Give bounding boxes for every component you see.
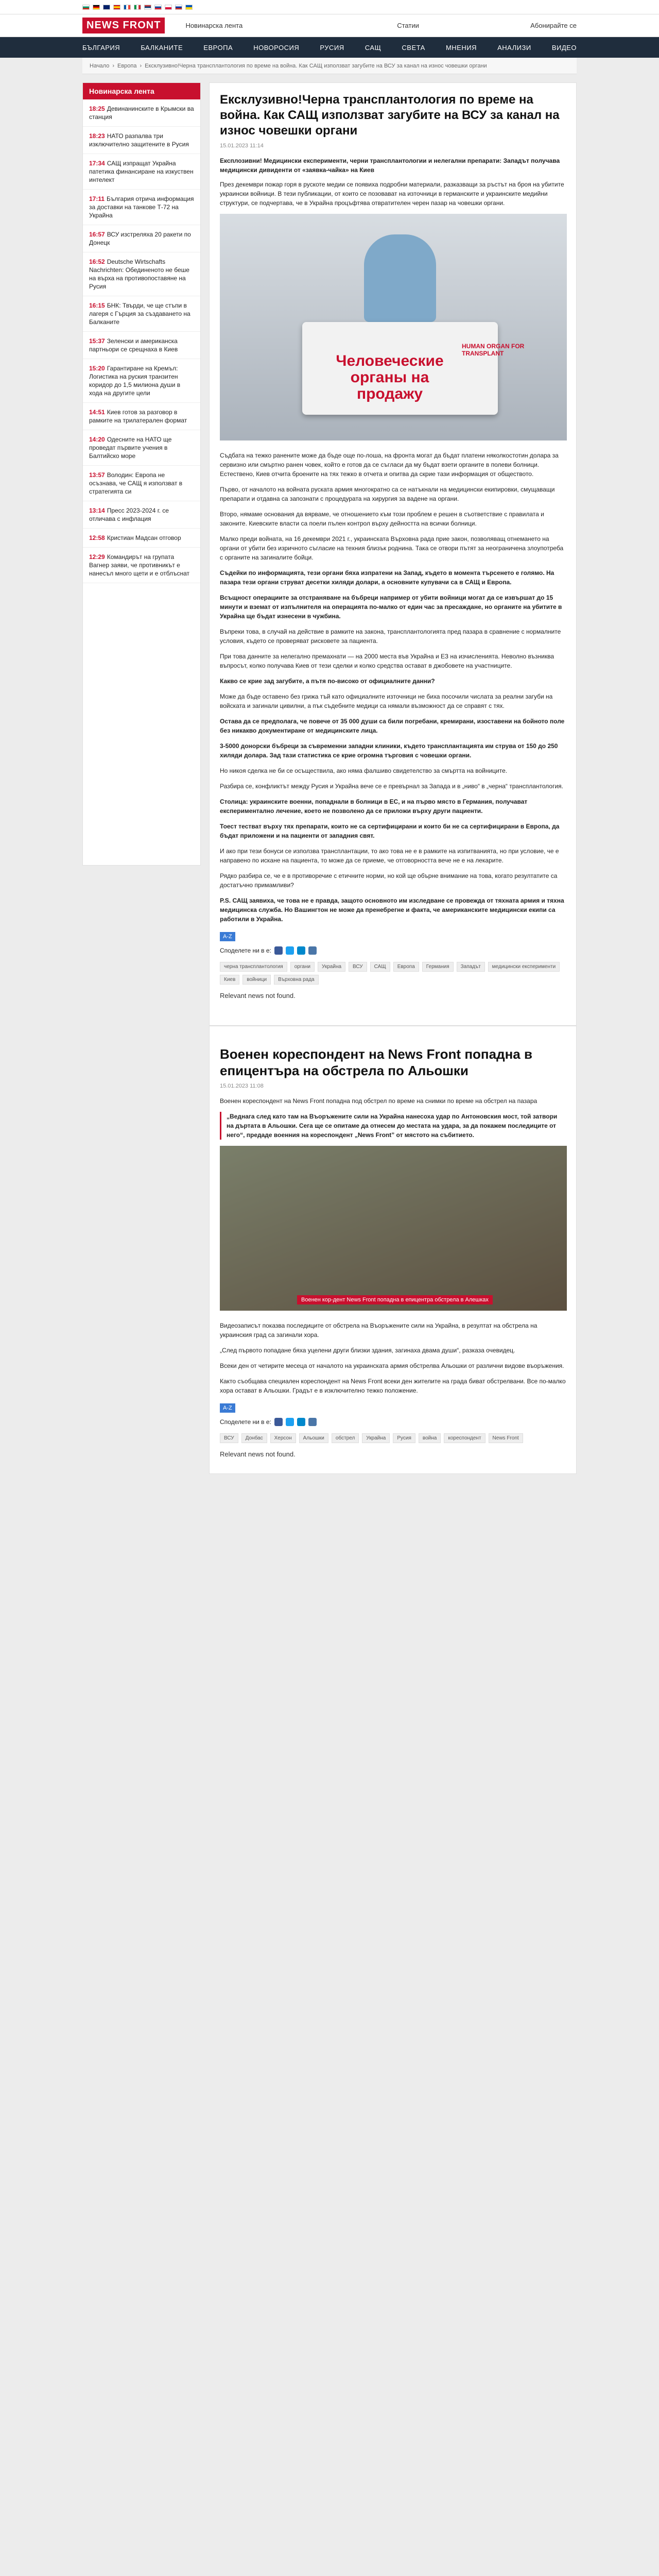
tag[interactable]: обстрел [332, 1433, 359, 1443]
share-label: Споделете ни в е: [220, 1418, 271, 1426]
news-time: 17:34 [89, 160, 105, 167]
article-lead: Експлозивни! Медицински експерименти, черни трансплантологии и нелегални препарати: Западът получава медицински дивиденти от «заявка-чайка» на Киев [220, 157, 560, 174]
news-time: 14:20 [89, 436, 105, 443]
flag-it-icon[interactable] [134, 5, 141, 10]
header-link-news-feed[interactable]: Новинарска лента [185, 22, 243, 29]
main-content [209, 82, 577, 1474]
font-size-toggle[interactable]: A-Z [220, 1403, 235, 1413]
news-time: 15:20 [89, 365, 105, 372]
news-text: САЩ изпращат Украйна патетика финансиране на изкуствен интелект [89, 160, 194, 183]
flag-es-icon[interactable] [113, 5, 120, 10]
article-paragraph: Първо, от началото на войната руската армия многократно са се натъкнали на медицински екипировки, смущаващи препарати и отдавна са запознати с процедурата на хирургия за вадене на органи. [220, 486, 555, 502]
article-transplantology [210, 83, 576, 1015]
vk-icon[interactable] [308, 1418, 317, 1426]
sidebar-news-item[interactable] [83, 430, 200, 466]
twitter-icon[interactable] [286, 946, 294, 955]
breadcrumb: Начало › Европа › Ексклузивно!Черна трансплантология по време на война. Как САЩ използват загубите на ВСУ за канал на износ човешки органи [82, 58, 577, 74]
main-nav [0, 37, 659, 58]
nav-item-world[interactable]: СВЕТА [402, 43, 425, 52]
article-subheading: Какво се крие зад загубите, а пътя по-високо от официалните данни? [220, 677, 435, 685]
news-text: Киев готов за разговор в рамките на трилатерален формат [89, 409, 187, 424]
facebook-icon[interactable] [274, 946, 283, 955]
news-text: НАТО разпалва три изключително защитените в Русия [89, 132, 189, 148]
flag-fr-icon[interactable] [124, 5, 131, 10]
flag-bg-icon[interactable] [82, 5, 90, 10]
article-photo[interactable] [220, 1146, 567, 1311]
flag-en-icon[interactable] [103, 5, 110, 10]
photo-caption: Военен кор-дент News Front попадна в епицентра обстрела в Алешках [297, 1295, 493, 1304]
article-title: Ексклузивно!Черна трансплантология по време на война. Как САЩ използват загубите на ВСУ за канал на износ човешки органи [220, 93, 560, 138]
tag[interactable]: Альошки [299, 1433, 328, 1443]
tag[interactable]: Западът [457, 962, 485, 972]
news-text: Гарантиране на Кремъл: Логистика на руския транзитен коридор до 1,5 милиона души в хода на другите цели [89, 365, 181, 397]
flag-rs-icon[interactable] [144, 5, 151, 10]
sidebar-news-item[interactable] [83, 127, 200, 154]
tag[interactable]: Украйна [362, 1433, 390, 1443]
nav-item-novorossia[interactable]: НОВОРОСИЯ [253, 43, 300, 52]
news-text: Кристиан Мадсан отговор [107, 534, 181, 541]
article-paragraph: При това данните за нелегално премахнати — на 2000 места във Украйна и ЕЗ на изчисленията. Неволно възниква въпросът, колко получава Киев от тези сделки и колко средства остават в джобовете на участниците. [220, 653, 554, 669]
relevant-news: Relevant news not found. [220, 992, 296, 999]
news-text: Пресс 2023-2024 г. се отличава с инфлация [89, 507, 169, 522]
nav-item-balkans[interactable]: БАЛКАНИТЕ [141, 43, 183, 52]
news-time: 18:23 [89, 132, 105, 140]
nav-item-usa[interactable]: САЩ [365, 43, 381, 52]
tag[interactable]: войници [242, 975, 271, 985]
telegram-icon[interactable] [297, 1418, 305, 1426]
tag[interactable]: Германия [422, 962, 454, 972]
tag[interactable]: ВСУ [349, 962, 367, 972]
sidebar-news-item[interactable] [83, 190, 200, 225]
article-paragraph: Всеки ден от четирите месеца от началото на украинската армия обстрелва Альошки от различни видове въоръжения. [220, 1362, 564, 1369]
article-paragraph: Съдбата на тежко ранените може да бъде още по-лоша, на фронта могат да бъдат платени няколкостотин долара за сервизно или смъртно ранен човек, който е готов да се съгласи да му бъдат взети органите в полеви болници. Естествено, Киев отчита броените на тях тежко в отчета и опитва да скрие тази информация от обществото. [220, 452, 559, 478]
nav-item-bulgaria[interactable]: БЪЛГАРИЯ [82, 43, 120, 52]
article-date: 15.01.2023 11:08 [220, 1083, 264, 1089]
site-logo[interactable]: NEWS FRONT [82, 18, 165, 33]
tag[interactable]: ВСУ [220, 1433, 238, 1443]
article-paragraph: Остава да се предполага, че повече от 35 000 души са били погребани, кремирани, изоставени на бойното поле без никакво документиране от медицинските лица. [220, 718, 565, 734]
tag[interactable]: война [419, 1433, 441, 1443]
article-paragraph: Но никоя сделка не би се осъществила, ако няма фалшиво свидетелство за смъртта на войниците. [220, 767, 508, 774]
hero-side-label: HUMAN ORGAN FOR TRANSPLANT [462, 343, 525, 357]
flag-de-icon[interactable] [93, 5, 100, 10]
sidebar-news-item[interactable] [83, 403, 200, 430]
header-link-subscribe[interactable]: Абонирайте се [530, 22, 577, 29]
article-paragraph: Второ, нямаме основания да вярваме, че отношението към този проблем е решен в съответствие с правилата и законите. Киевските власти са поели пълен контрол върху дейността на всички болници. [220, 511, 544, 527]
tag[interactable]: Върховна рада [274, 975, 319, 985]
article-hero-image [220, 214, 567, 440]
news-text: България отрича информация за доставки на танкове Т-72 на Украйна [89, 195, 194, 219]
sidebar-news-item[interactable] [83, 332, 200, 359]
sidebar-title: Новинарска лента [83, 83, 200, 99]
news-text: БНК: Твърди, че ще стъпи в лагеря с Гърция за създаването на Балканите [89, 302, 190, 326]
flag-sk-icon[interactable] [154, 5, 162, 10]
breadcrumb-current: Ексклузивно!Черна трансплантология по време на война. Как САЩ използват загубите на ВСУ за канал на износ човешки органи [145, 62, 487, 69]
header-link-articles[interactable]: Статии [397, 22, 419, 29]
hero-label: Человеческие органы на продажу [336, 352, 444, 402]
news-time: 13:14 [89, 507, 105, 514]
sidebar-news-item[interactable] [83, 296, 200, 332]
tag[interactable]: Киев [220, 975, 239, 985]
news-text: Зеленски и американска партньори се срещнаха в Киев [89, 337, 178, 353]
share-bar [220, 946, 566, 955]
article-paragraph: Рядко разбира се, че е в противоречие с етичните норми, но кой ще обърне внимание на това, когато резултатите са достатъчно примамливи? [220, 872, 558, 889]
tag[interactable]: органи [290, 962, 315, 972]
tag[interactable]: кореспондент [444, 1433, 485, 1443]
font-size-toggle[interactable]: A-Z [220, 932, 235, 941]
news-time: 16:52 [89, 258, 105, 265]
news-text: Володин: Европа не осъзнава, че САЩ я използват в стратегията си [89, 471, 183, 495]
sidebar-news-item[interactable] [83, 359, 200, 403]
article-title: Военен кореспондент на News Front попадна в епицентъра на обстрела по Альошки [220, 1046, 532, 1078]
news-text: ВСУ изстреляха 20 ракети по Донецк [89, 231, 191, 246]
tag[interactable]: News Front [489, 1433, 523, 1443]
breadcrumb-home[interactable]: Начало [90, 62, 110, 69]
article-paragraph: P.S. САЩ заявиха, че това не е правда, защото основното им изследване се провежда от тяхната армия и тяхна медицинска служба. Но Вашингтон не може да пренебрегне и факта, че американските медицински екипи са работили в Украйна. [220, 897, 564, 923]
tag[interactable]: медицински експерименти [488, 962, 560, 972]
nav-item-europe[interactable]: ЕВРОПА [203, 43, 233, 52]
news-time: 16:57 [89, 231, 105, 238]
sidebar-news-item[interactable] [83, 252, 200, 296]
sidebar-news-item[interactable] [83, 99, 200, 127]
sidebar-news-item[interactable] [83, 154, 200, 190]
news-time: 12:58 [89, 534, 105, 541]
news-text: Одесните на НАТО ще проведат първите учения в Балтийско море [89, 436, 172, 460]
article-paragraph: Тоест тестват върху тях препарати, които не са сертифицирани и които би не са сертифицирани в Европа, да бъдат приложени и на пациенти от западния свят. [220, 823, 560, 839]
nav-item-russia[interactable]: РУСИЯ [320, 43, 344, 52]
nav-item-video[interactable]: ВИДЕО [551, 43, 577, 52]
breadcrumb-europe[interactable]: Европа [117, 62, 137, 69]
facebook-icon[interactable] [274, 1418, 283, 1426]
tag[interactable]: Украйна [318, 962, 345, 972]
article-paragraph: Както съобщава специален кореспондент на News Front всеки ден жителите на града биват обстрелвани. Все по-малко хора остават в Альошки. Градът е в изключително тежко положение. [220, 1378, 566, 1394]
tag[interactable]: САЩ [370, 962, 390, 972]
article-divider [210, 1025, 576, 1026]
news-time: 13:57 [89, 471, 105, 479]
article-quote: „Веднага след като там на Въоръжените сили на Украйна нанесоха удар по Антоновския мост, той затвори на дъртата в Альошки. Сега ще се опитаме да отнесем до местата на удара, за да покажем последиците от него“, предаде военния на кореспондент „News Front” от мястото на събитието. [220, 1112, 566, 1140]
article-paragraph: През декември пожар горя в рускоте медии се появиха подробни материали, разказващи за ръстът на броя на убитите украински войници. В тези публикации, от които се позовават на източници в германските и украинските медийни структури, се подчертава, че в Украйна процъфтява отвратителен черен пазар на човешки органи. [220, 181, 564, 207]
article-paragraph: Може да бъде оставено без грижа тъй като официалните източници не биха посочили числата за реални загуби на войската и загинали цивилни, а пък съдебните медици са нямали възможност да се справят с тях. [220, 693, 553, 709]
sidebar-news-item[interactable] [83, 548, 200, 583]
flag-ua-icon[interactable] [185, 5, 193, 10]
flag-pl-icon[interactable] [165, 5, 172, 10]
twitter-icon[interactable] [286, 1418, 294, 1426]
news-time: 17:11 [89, 195, 105, 202]
article-tags [220, 962, 566, 985]
article-paragraph: 3-5000 донорски бъбреци за съвременни западни клиники, където трансплантацията им струва от 150 до 250 хиляди долара. Зад тази статистика се крие огромна търговия с човешки органи. [220, 742, 558, 759]
tag[interactable]: Донбас [241, 1433, 267, 1443]
article-aleshki [210, 1037, 576, 1473]
doctor-figure [364, 234, 436, 322]
article-paragraph: „След първото попадане бяха уцелени други близки здания, загинаха двама души“, разказа очевидец. [220, 1347, 515, 1354]
sidebar-news-item[interactable] [83, 225, 200, 252]
article-paragraph: Военен кореспондент на News Front попадна под обстрел по време на снимки по време на обстрел на пазара [220, 1097, 537, 1105]
share-label: Споделете ни в е: [220, 947, 271, 954]
news-feed-sidebar [82, 82, 201, 866]
news-time: 18:25 [89, 105, 105, 112]
article-paragraph: Въпреки това, в случай на действие в рамките на закона, трансплантологията пред пазара в сравнение с нормалните условия, където се проверяват рисковете за пациента. [220, 628, 561, 645]
news-time: 14:51 [89, 409, 105, 416]
article-paragraph: Малко преди войната, на 16 декември 2021 г., украинската Върховна рада прие закон, позволяващ отнемането на органи от убити без изричното съгласие на техния близък роднина. Така се отвори пътят за неограничена злоупотреба с органите на загиналите бойци. [220, 535, 564, 561]
relevant-news: Relevant news not found. [220, 1450, 296, 1458]
article-tags [220, 1433, 566, 1443]
news-time: 15:37 [89, 337, 105, 345]
tag[interactable]: Херсон [270, 1433, 296, 1443]
news-text: Командирът на групата Вагнер заяви, че противникът е нанесъл много щети и е отблъснат [89, 553, 189, 577]
article-date: 15.01.2023 11:14 [220, 143, 264, 149]
flag-ru-icon[interactable] [175, 5, 182, 10]
news-text: Девинанинските в Крымски ва станция [89, 105, 194, 121]
tag[interactable]: Европа [393, 962, 419, 972]
news-time: 16:15 [89, 302, 105, 309]
article-paragraph: Видеозаписът показва последиците от обстрела на Въоръжените сили на Украйна, в резултат на обстрела на украинския град са загинали хора. [220, 1322, 537, 1338]
nav-item-opinions[interactable]: МНЕНИЯ [445, 43, 477, 52]
news-time: 12:29 [89, 553, 105, 561]
vk-icon[interactable] [308, 946, 317, 955]
article-paragraph: Разбира се, конфликтът между Русия и Украйна вече се е превърнал за Запада и в „ниво“ в „черна“ трансплантология. [220, 783, 563, 790]
tag[interactable]: Русия [393, 1433, 415, 1443]
tag[interactable]: черна трансплантология [220, 962, 287, 972]
article-paragraph: Всъщност операциите за отстраняване на бъбреци например от убити войници могат да се извършат до 15 минути и вземат от изпълнителя на операцията по-малко от един час за пресаждане, но органите на убитите в Украйна ще бъдат изнесени в чужбина. [220, 594, 562, 620]
share-bar [220, 1418, 566, 1426]
article-paragraph: И ако при тези бонуси се използва трансплантации, то ако това не е в рамките на изпитванията, но при условие, че е направено по искане на пациента, то може да се приеме, че отговорността вече не е на лекарите. [220, 848, 559, 864]
telegram-icon[interactable] [297, 946, 305, 955]
news-text: Deutsche Wirtschafts Nachrichten: Обединеното не беше на върха на противопоставяне на Русия [89, 258, 189, 290]
language-bar [0, 0, 659, 14]
nav-item-analysis[interactable]: АНАЛИЗИ [497, 43, 531, 52]
sidebar-news-item[interactable] [83, 529, 200, 548]
article-paragraph: Столица: украинските военни, попаднали в болници в ЕС, и на първо място в Германия, получават експериментално лечение, което не позволено да се приложи върху други пациенти. [220, 798, 528, 815]
sidebar-news-item[interactable] [83, 501, 200, 529]
site-header [0, 14, 659, 37]
article-paragraph: Съдейки по информацията, тези органи бяха изпратени на Запад, където в момента търсенето е голямо. На пазара тези органи струват десетки хиляди долари, а основните купувачи са в САЩ и Европа. [220, 569, 554, 586]
sidebar-news-item[interactable] [83, 466, 200, 501]
